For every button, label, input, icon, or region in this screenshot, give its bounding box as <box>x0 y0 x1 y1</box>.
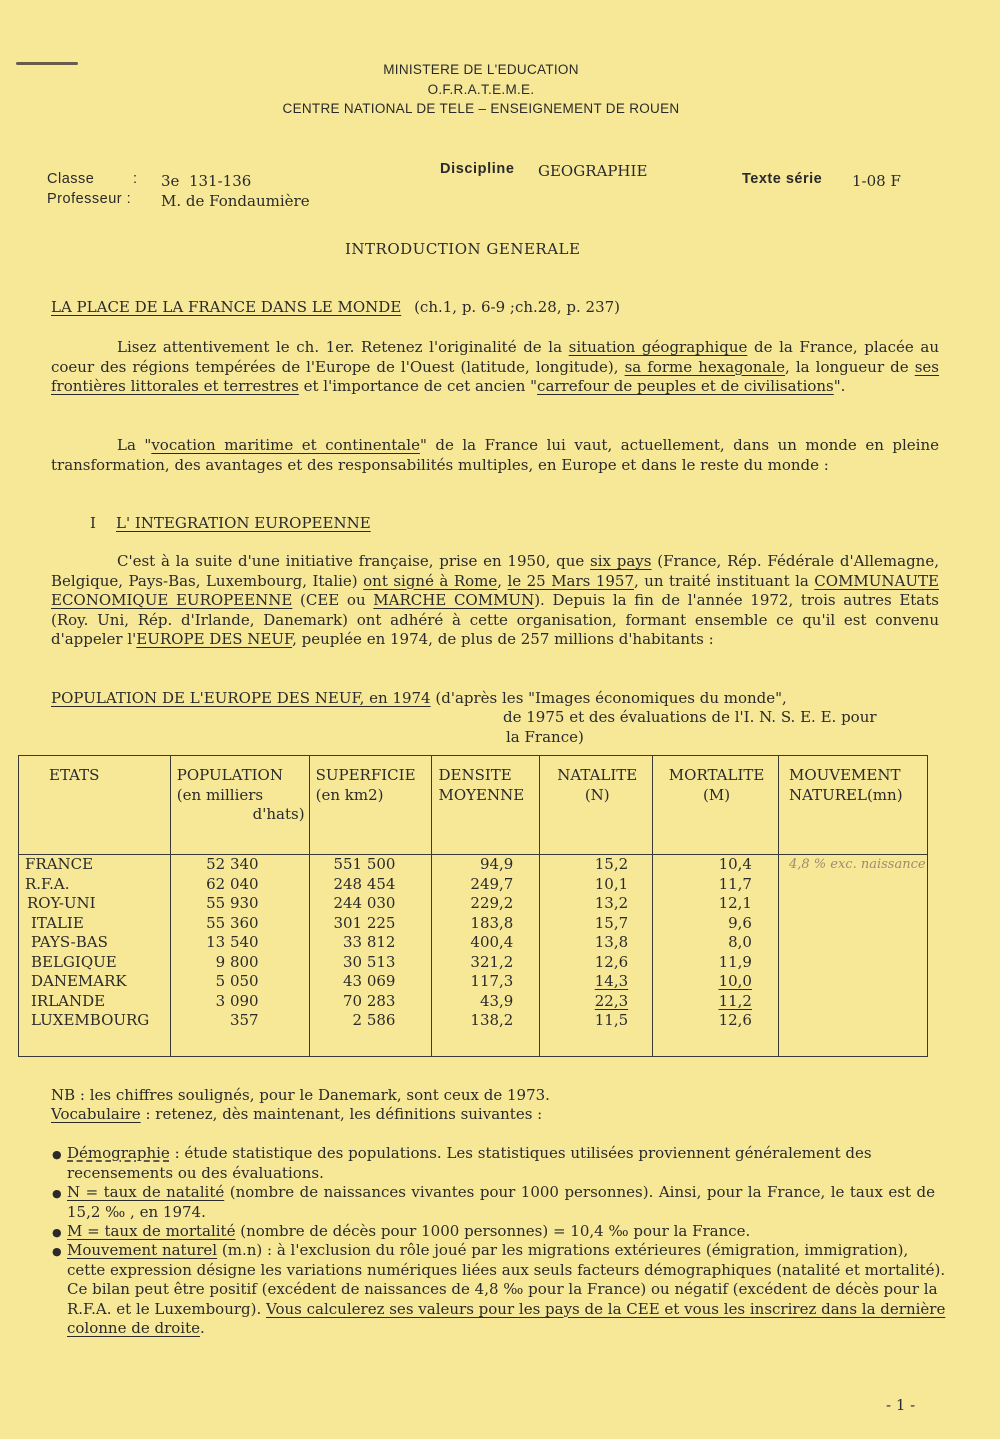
pop-cell: 9 800 <box>215 952 259 971</box>
mor-cell: 9,6 <box>728 913 752 932</box>
den-cell: 138,2 <box>470 1011 514 1029</box>
header-ofrateme: O.F.R.A.T.E.M.E. <box>427 82 535 97</box>
pop-cell: 62 040 <box>206 874 259 893</box>
nat-cell: 14,3 <box>594 972 629 990</box>
paragraph-2: La "vocation maritime et continentale" de la France lui vaut, actuellement, dans un monde en pleine transformation, des avantages et des responsabilités multiples, en Europe et dans le reste du monde : <box>51 436 939 474</box>
sup-cell: 33 812 <box>342 933 396 951</box>
sup-cell: 551 500 <box>333 855 396 873</box>
etat-cell: R.F.A. <box>25 874 70 893</box>
bullet-icon: ● <box>52 1187 62 1200</box>
mor-cell: 12,6 <box>718 1011 752 1029</box>
mor-cell: 12,1 <box>718 894 752 912</box>
sup-cell: 248 454 <box>333 874 396 893</box>
bullet-icon: ● <box>52 1148 62 1161</box>
def-demographie: Démographie : étude statistique des populations. Les statistiques utilisées proviennent généralement des recensements ou des évaluations. <box>67 1144 872 1182</box>
col-superficie: SUPERFICIE (en km2) <box>309 756 432 855</box>
mor-cell: 11,9 <box>718 952 752 971</box>
u-vocation: vocation maritime et continentale <box>151 436 420 454</box>
etat-cell: DANEMARK <box>31 972 127 990</box>
sup-cell: 2 586 <box>352 1011 396 1029</box>
col-population: POPULATION (en milliers d'hats) <box>170 756 309 855</box>
mor-cell: 11,2 <box>718 991 752 1010</box>
bullet-icon: ● <box>52 1245 62 1258</box>
sup-cell: 70 283 <box>342 991 396 1010</box>
etat-cell: BELGIQUE <box>31 952 117 971</box>
den-cell: 229,2 <box>470 894 514 912</box>
table-title: POPULATION DE L'EUROPE DES NEUF, en 1974 (d'après les "Images économiques du monde", <box>51 689 787 707</box>
discipline-label: Discipline <box>440 161 515 177</box>
den-cell: 43,9 <box>479 991 514 1010</box>
section2-number: I <box>90 514 96 532</box>
sup-cell: 43 069 <box>342 972 396 990</box>
header-centre: CENTRE NATIONAL DE TELE – ENSEIGNEMENT DE ROUEN <box>282 101 680 116</box>
page-number: - 1 - <box>886 1396 916 1414</box>
pop-cell: 52 340 <box>206 855 259 873</box>
section1-heading-line <box>51 298 620 316</box>
nat-cell: 10,1 <box>594 874 629 893</box>
cells-natalite <box>540 855 653 1057</box>
bullet-icon: ● <box>52 1226 62 1239</box>
col-mouvement: MOUVEMENT NATUREL(mn) <box>778 756 927 855</box>
nat-cell: 12,6 <box>594 952 629 971</box>
def-mortalite: M = taux de mortalité (nombre de décès pour 1000 personnes) = 10,4 ‰ pour la France. <box>67 1222 751 1240</box>
sup-cell: 30 513 <box>342 952 396 971</box>
den-cell: 117,3 <box>470 972 514 990</box>
mor-cell: 8,0 <box>728 933 752 951</box>
etat-cell: FRANCE <box>25 855 94 873</box>
pop-cell: 3 090 <box>215 991 259 1010</box>
u-carrefour: carrefour de peuples et de civilisations <box>537 377 834 396</box>
pop-cell: 55 360 <box>206 913 259 932</box>
mor-cell: 11,7 <box>718 874 752 893</box>
table-body-row <box>19 855 928 1057</box>
etat-cell: IRLANDE <box>31 991 106 1010</box>
page-title: INTRODUCTION GENERALE <box>345 240 581 258</box>
u-situation: situation géographique <box>568 338 748 356</box>
vocab-line: Vocabulaire : retenez, dès maintenant, les définitions suivantes : <box>51 1105 543 1123</box>
cells-mouvement <box>778 855 927 1057</box>
pop-cell: 55 930 <box>206 894 259 912</box>
nat-cell: 15,2 <box>594 855 629 873</box>
sup-cell: 301 225 <box>333 913 396 932</box>
mor-cell: 10,4 <box>718 855 752 873</box>
def-natalite: N = taux de natalité (nombre de naissances vivantes pour 1000 personnes). Ainsi, pour la France, le taux est de 15,2 ‰ , en 1974. <box>67 1183 935 1221</box>
nat-cell: 15,7 <box>594 913 629 932</box>
den-cell: 94,9 <box>479 855 514 873</box>
cells-mortalite <box>653 855 779 1057</box>
den-cell: 321,2 <box>470 952 514 971</box>
nat-cell: 11,5 <box>594 1011 629 1029</box>
nat-cell: 13,2 <box>594 894 629 912</box>
nat-cell: 13,8 <box>594 933 629 951</box>
cells-densite <box>432 855 540 1057</box>
discipline-value: GEOGRAPHIE <box>538 162 648 180</box>
population-table <box>18 755 928 1057</box>
classe-label: Classe <box>47 171 95 187</box>
etat-cell: ROY-UNI <box>27 894 96 912</box>
section1-ref: (ch.1, p. 6-9 ;ch.28, p. 237) <box>414 298 621 316</box>
sup-cell: 244 030 <box>333 894 396 912</box>
professeur-label: Professeur : <box>47 191 132 207</box>
paragraph-1: Lisez attentivement le ch. 1er. Retenez l'originalité de la situation géographique de la France, placée au coeur des régions tempérées de l'Europe de l'Ouest (latitude, longitude), sa forme hexagonale, la longueur de ses frontières littorales et terrestres et l'importance de cet ancien "carrefour de peuples et de civilisations". <box>51 338 939 396</box>
classe-colon: : <box>133 171 138 187</box>
nat-cell: 22,3 <box>594 991 629 1010</box>
den-cell: 249,7 <box>470 874 514 893</box>
nb-note: NB : les chiffres soulignés, pour le Danemark, sont ceux de 1973. <box>51 1086 550 1104</box>
etat-cell: ITALIE <box>31 913 84 932</box>
paragraph-3: C'est à la suite d'une initiative française, prise en 1950, que six pays (France, Rép. Fédérale d'Allemagne, Belgique, Pays-Bas, Luxembourg, Italie) ont signé à Rome, le 25 Mars 1957, un traité instituant la COMMUNAUTE ECONOMIQUE EUROPEENNE (CEE ou MARCHE COMMUN). Depuis la fin de l'année 1972, trois autres Etats (Roy. Uni, Rép. d'Irlande, Danemark) ont adhéré à cette organisation, formant ensemble ce qu'il est convenu d'appeler l'EUROPE DES NEUF, peuplée en 1974, de plus de 257 millions d'habitants : <box>51 552 939 649</box>
def-mouvement: Mouvement naturel (m.n) : à l'exclusion du rôle joué par les migrations extérieures (émigration, immigration), cette expression désigne les variations numériques liées aux seuls facteurs démographiques (natalité et mortalité). Ce bilan peut être positif (excédent de naissances de 4,8 ‰ pour la France) ou négatif (excédent de décès pour la R.F.A. et le Luxembourg). Vous calculerez ses valeurs pour les pays de la CEE et vous les inscrirez dans la dernière colonne de droite. <box>67 1241 946 1338</box>
classe-value: 3e 131-136 <box>161 172 252 190</box>
col-natalite: NATALITE (N) <box>540 756 653 855</box>
col-mortalite: MORTALITE (M) <box>653 756 779 855</box>
cells-superficie <box>309 855 432 1057</box>
u-forme: sa forme hexagonale <box>624 357 786 376</box>
mor-cell: 10,0 <box>718 972 752 990</box>
table-title-line2: de 1975 et des évaluations de l'I. N. S. E. E. pour <box>503 708 877 726</box>
den-cell: 400,4 <box>470 933 514 951</box>
etat-cell: LUXEMBOURG <box>31 1011 150 1029</box>
header-ministry: MINISTERE DE L'EDUCATION <box>383 62 579 77</box>
den-cell: 183,8 <box>470 913 514 932</box>
col-densite: DENSITE MOYENNE <box>432 756 540 855</box>
section2-heading: L' INTEGRATION EUROPEENNE <box>116 514 371 532</box>
pop-cell: 357 <box>229 1011 259 1029</box>
mou-cell-handwritten: 4,8 % exc. naissance <box>788 857 926 872</box>
professeur-value: M. de Fondaumière <box>161 192 310 210</box>
cells-population <box>170 855 309 1057</box>
pop-cell: 13 540 <box>206 933 259 951</box>
texte-label: Texte série <box>742 171 823 187</box>
texte-value: 1-08 F <box>852 172 901 190</box>
cells-etats <box>19 855 171 1057</box>
table-title-line3: la France) <box>506 728 584 746</box>
col-etats: ETATS <box>19 756 171 855</box>
pop-cell: 5 050 <box>215 972 259 990</box>
etat-cell: PAYS-BAS <box>31 933 108 951</box>
table-header-row <box>19 756 928 855</box>
section1-heading: LA PLACE DE LA FRANCE DANS LE MONDE <box>51 298 402 316</box>
u-frontieres: ses frontières littorales et terrestres <box>51 357 939 396</box>
